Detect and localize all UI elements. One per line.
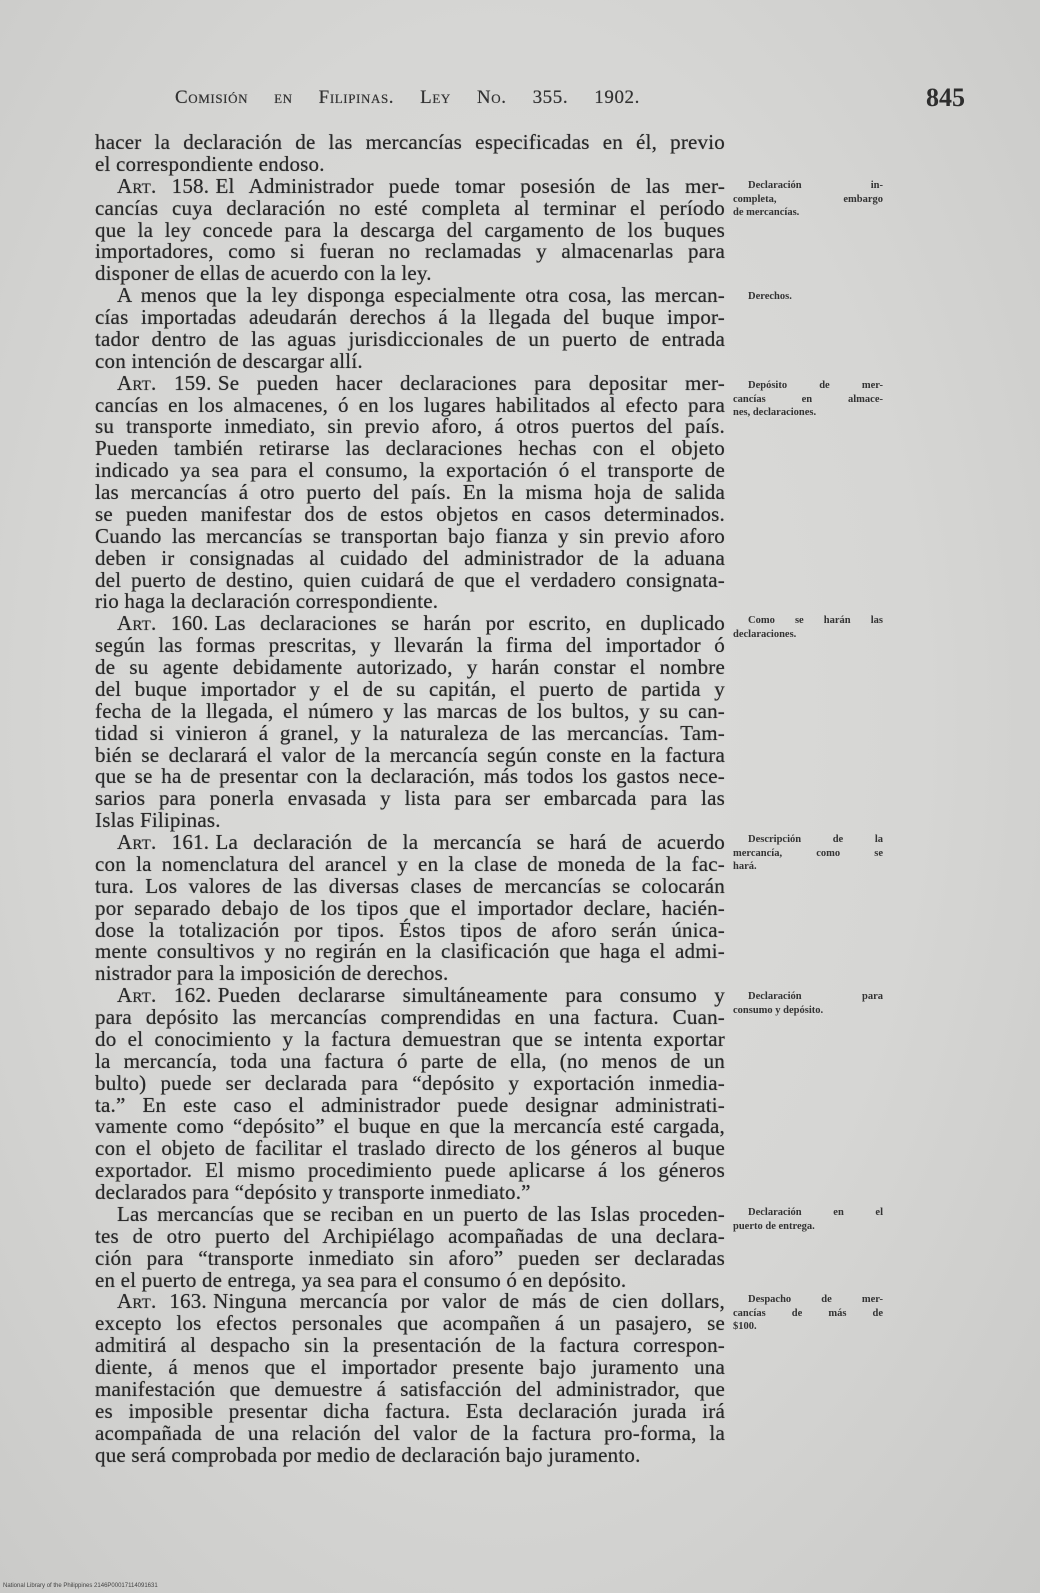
body-line: rio haga la declaración correspondiente. bbox=[95, 589, 439, 614]
body-line: sarios para ponerla envasada y lista para ser embarcada para las bbox=[95, 786, 725, 811]
body-line: fecha de la llegada, el número y las marcas de los bultos, y su can- bbox=[95, 698, 725, 723]
body-line: su transporte inmediato, sin previo aforo, á otros puertos del país. bbox=[95, 414, 725, 439]
body-line: indicado ya sea para el consumo, la exportación ó el transporte de bbox=[95, 458, 725, 483]
margin-note-line: declaraciones. bbox=[733, 628, 797, 640]
margin-note-line: nes, declaraciones. bbox=[733, 407, 817, 418]
body-line: ta.” En este caso el administrador puede designar administrati- bbox=[95, 1092, 725, 1117]
body-line: las mercancías á otro puerto del país. En la misma hoja de salida bbox=[95, 480, 725, 504]
body-line: Cuando las mercancías se transportan bajo fianza y sin previo aforo bbox=[95, 523, 725, 548]
body-line: es imposible presentar dicha factura. Esta declaración jurada irá bbox=[95, 1398, 725, 1423]
body-line bbox=[95, 613, 725, 635]
article-number: Art. 163. bbox=[117, 1289, 207, 1314]
body-line: cancías cuya declaración no esté completa al terminar el período bbox=[95, 195, 725, 220]
margin-note-line: Derechos. bbox=[748, 291, 792, 302]
margin-note-line: Como se harán las bbox=[748, 615, 883, 626]
margin-note bbox=[733, 614, 883, 641]
margin-note-line: Despacho de mer- bbox=[748, 1294, 883, 1305]
body-line: cancías en los almacenes, ó en los lugares habilitados al efecto para bbox=[95, 392, 725, 417]
body-line: tador dentro de las aguas jurisdiccionales de un puerto de entrada bbox=[95, 326, 725, 351]
body-line: A menos que la ley disponga especialmente otra cosa, las mercan- bbox=[117, 283, 725, 308]
body-line: hacer la declaración de las mercancías especificadas en él, previo bbox=[95, 130, 725, 154]
margin-note bbox=[733, 1293, 883, 1334]
body-line: que la ley concede para la descarga del cargamento de los buques bbox=[95, 217, 725, 242]
body-line: Pueden también retirarse las declaraciones hechas con el objeto bbox=[95, 436, 725, 461]
body-line: manifestación que demuestre á satisfacción del administrador, que bbox=[95, 1376, 725, 1401]
running-head: Comisión en Filipinas. Ley No. 355. 1902. bbox=[175, 87, 640, 108]
margin-note-line: consumo y depósito. bbox=[733, 1004, 824, 1016]
body-line-text: Las declaraciones se harán por escrito, en duplicado bbox=[214, 611, 725, 636]
body-line: bulto) puede ser declarada para “depósito y exportación inmedia- bbox=[95, 1070, 725, 1095]
margin-note-line: cancías de más de bbox=[733, 1307, 883, 1319]
body-line: importadores, como si fueran no reclamadas y almacenarlas para bbox=[95, 239, 725, 264]
body-line-text: El Administrador puede tomar posesión de las mer- bbox=[215, 173, 726, 198]
body-line: disponer de ellas de acuerdo con la ley. bbox=[95, 261, 432, 286]
body-line: tidad si vinieron á granel, y la naturaleza de las mercancías. Tam- bbox=[95, 720, 725, 745]
body-line: do el conocimiento y la factura demuestran que se intenta exportar bbox=[95, 1026, 725, 1051]
body-line-text: Ninguna mercancía por valor de más de cien dollars, bbox=[213, 1289, 726, 1314]
body-line: el correspondiente endoso. bbox=[95, 151, 325, 176]
body-line: dose la totalización por tipos. Éstos tipos de aforo serán única- bbox=[95, 917, 725, 942]
body-line: excepto los efectos personales que acompañen á un pasajero, se bbox=[95, 1311, 725, 1336]
body-line: se pueden manifestar dos de estos objetos en casos determinados. bbox=[95, 501, 725, 526]
body-line bbox=[95, 985, 725, 1007]
margin-note bbox=[733, 1206, 883, 1233]
footer-credit: National Library of the Philippines 2146P00017114091631 bbox=[3, 1583, 158, 1589]
body-line: por separado debajo de los tipos que el importador declare, hacién- bbox=[95, 895, 725, 920]
body-line bbox=[95, 1291, 725, 1313]
body-line: tes de otro puerto del Archipiélago acompañadas de una declara- bbox=[95, 1223, 725, 1248]
margin-note bbox=[733, 990, 883, 1017]
margin-note-line: Depósito de mer- bbox=[748, 380, 883, 391]
body-line: deben ir consignadas al cuidado del administrador de la aduana bbox=[95, 545, 725, 570]
body-line: acompañada de una relación del valor de la factura pro-forma, la bbox=[95, 1420, 725, 1445]
margin-note-line: mercancía, como se bbox=[733, 847, 883, 859]
body-line bbox=[95, 832, 725, 854]
margin-note-line: hará. bbox=[733, 861, 757, 872]
body-line: del puerto de destino, quien cuidará de que el verdadero consignata- bbox=[95, 567, 725, 592]
margin-note bbox=[733, 833, 883, 874]
body-line: Las mercancías que se reciban en un puerto de las Islas proceden- bbox=[117, 1201, 725, 1226]
margin-note-line: Declaración para bbox=[748, 991, 883, 1002]
body-line: la mercancía, toda una factura ó parte de ella, (no menos de un bbox=[95, 1048, 725, 1073]
body-line: vamente como “depósito” el buque en que la mercancía esté cargada, bbox=[95, 1114, 725, 1139]
article-number: Art. 161. bbox=[117, 830, 210, 854]
margin-note-line: puerto de entrega. bbox=[733, 1220, 815, 1232]
body-line: nistrador para la imposición de derechos. bbox=[95, 961, 449, 986]
body-line: con el objeto de facilitar el traslado directo de los géneros al buque bbox=[95, 1136, 725, 1161]
article-number: Art. 158. bbox=[117, 173, 210, 198]
body-line: que será comprobada por medio de declaración bajo juramento. bbox=[95, 1442, 641, 1467]
body-line-text: La declaración de la mercancía se hará de acuerdo bbox=[215, 830, 725, 854]
body-line: del buque importador y el de su capitán, el puerto de partida y bbox=[95, 676, 725, 701]
body-line: que se ha de presentar con la declaración, más todos los gastos nece- bbox=[95, 764, 725, 789]
margin-note bbox=[733, 290, 883, 304]
body-line: Islas Filipinas. bbox=[95, 808, 221, 833]
article-number: Art. 162. bbox=[117, 983, 212, 1008]
body-line-text: Pueden declararse simultáneamente para consumo y bbox=[217, 983, 726, 1008]
body-line bbox=[95, 370, 725, 395]
body-line: tura. Los valores de las diversas clases de mercancías se colocarán bbox=[95, 873, 725, 898]
margin-note-line: Declaración en el bbox=[748, 1207, 883, 1218]
body-line: con intención de descargar allí. bbox=[95, 348, 363, 373]
body-line: declarados para “depósito y transporte inmediato.” bbox=[95, 1180, 531, 1204]
body-line: exportador. El mismo procedimiento puede aplicarse á los géneros bbox=[95, 1158, 725, 1183]
article-number: Art. 160. bbox=[117, 611, 209, 636]
page-number: 845 bbox=[926, 83, 965, 112]
body-line: ción para “transporte inmediato sin aforo” pueden ser declaradas bbox=[95, 1245, 725, 1270]
body-line: con la nomenclatura del arancel y en la clase de moneda de la fac- bbox=[95, 851, 725, 876]
margin-note-line: de mercancías. bbox=[733, 207, 800, 218]
body-line: para depósito las mercancías comprendidas en una factura. Cuan- bbox=[95, 1005, 725, 1029]
body-line: según las formas prescritas, y llevarán la firma del importador ó bbox=[95, 633, 725, 658]
margin-note-line: $100. bbox=[733, 1321, 757, 1332]
body-line: cías importadas adeudarán derechos á la llegada del buque impor- bbox=[95, 305, 725, 329]
body-line: admitirá al despacho sin la presentación de la factura correspon- bbox=[95, 1333, 725, 1358]
article-number: Art. 159. bbox=[117, 370, 212, 395]
body-line: en el puerto de entrega, ya sea para el consumo ó en depósito. bbox=[95, 1267, 627, 1292]
margin-note bbox=[733, 379, 883, 420]
body-line: bién se declarará el valor de la mercancía según conste en la factura bbox=[95, 742, 725, 767]
margin-note-line: Declaración in- bbox=[748, 180, 883, 191]
body-line: de su agente debidamente autorizado, y harán constar el nombre bbox=[95, 655, 725, 679]
margin-note bbox=[733, 179, 883, 220]
body-line: mente consultivos y no regirán en la clasificación que haga el admi- bbox=[95, 939, 725, 964]
body-line: diente, á menos que el importador presente bajo juramento una bbox=[95, 1355, 725, 1379]
body-line bbox=[95, 173, 726, 198]
body-text bbox=[95, 132, 725, 1466]
body-line-text: Se pueden hacer declaraciones para depositar mer- bbox=[217, 370, 725, 395]
margin-note-line: completa, embargo bbox=[733, 193, 883, 205]
margin-note-line: Descripción de la bbox=[748, 834, 883, 845]
margin-note-line: cancías en almace- bbox=[733, 393, 883, 405]
